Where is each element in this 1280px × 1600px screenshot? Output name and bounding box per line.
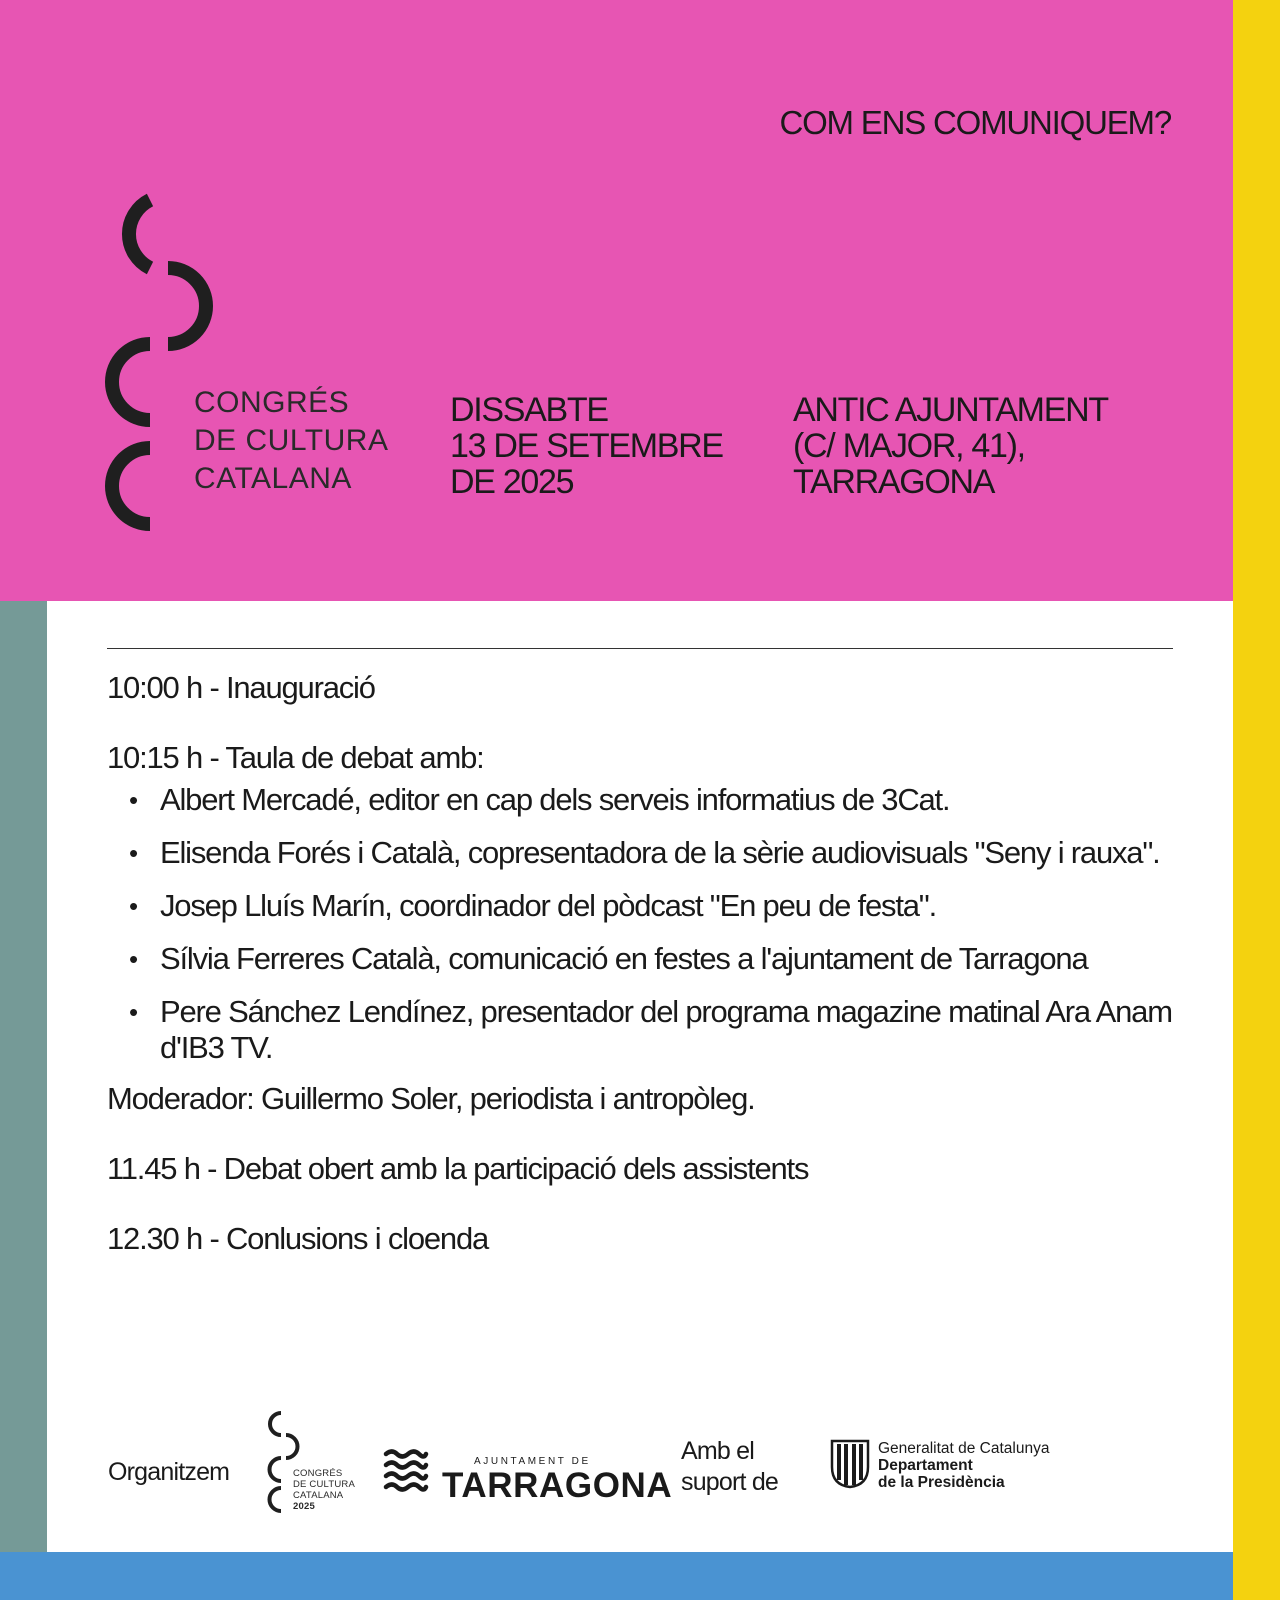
venue-line-1: ANTIC AJUNTAMENT — [793, 391, 1108, 429]
venue-line-2: (C/ MAJOR, 41), — [793, 427, 1025, 465]
date-line-1: DISSABTE — [450, 391, 608, 429]
left-accent-bar — [0, 601, 47, 1552]
program-schedule — [107, 668, 1177, 1257]
schedule-open-debate: 11.45 h - Debat obert amb la participació dels assistents — [107, 1151, 809, 1186]
small-logo-line: CONGRÉS — [293, 1468, 343, 1479]
tarragona-emblem-icon — [383, 1448, 429, 1492]
speaker-item: • Pere Sánchez Lendínez, presentador del programa magazine matinal Ara Anam d'IB3 TV. — [160, 994, 1177, 1066]
speaker-item: • Albert Mercadé, editor en cap dels serveis informatius de 3Cat. — [160, 782, 1177, 818]
schedule-closing: 12.30 h - Conlusions i cloenda — [107, 1221, 489, 1256]
logo-line-3: CATALANA — [194, 462, 352, 495]
generalitat-emblem-icon — [829, 1437, 871, 1489]
event-venue — [793, 392, 1108, 500]
speaker-list — [107, 782, 1177, 1066]
speaker-item: • Sílvia Ferreres Català, comunicació en festes a l'ajuntament de Tarragona — [160, 941, 1177, 977]
generalitat-text — [878, 1440, 1049, 1491]
tarragona-subtitle: AJUNTAMENT DE — [474, 1456, 591, 1467]
support-label — [681, 1436, 778, 1498]
support-line-1: Amb el — [681, 1437, 755, 1465]
congres-logo-text — [194, 384, 388, 498]
small-logo-year: 2025 — [293, 1501, 315, 1512]
schedule-moderator: Moderador: Guillermo Soler, periodista i antropòleg. — [107, 1081, 755, 1116]
schedule-inauguration: 10:00 h - Inauguració — [107, 670, 375, 705]
support-line-2: suport de — [681, 1468, 779, 1496]
generalitat-line-2: Departament — [878, 1457, 973, 1474]
logo-line-1: CONGRÉS — [194, 386, 350, 419]
organize-label: Organitzem — [108, 1458, 230, 1486]
event-date — [450, 392, 723, 500]
small-logo-line: CATALANA — [293, 1490, 344, 1501]
date-line-2: 13 DE SETEMBRE — [450, 427, 723, 465]
bottom-accent-bar — [0, 1552, 1233, 1600]
congres-small-logo-text — [293, 1468, 355, 1512]
generalitat-line-1: Generalitat de Catalunya — [878, 1440, 1050, 1457]
schedule-debate-intro: 10:15 h - Taula de debat amb: — [107, 740, 484, 775]
right-accent-bar — [1233, 0, 1280, 1600]
event-title: COM ENS COMUNIQUEM? — [779, 104, 1171, 141]
speaker-item: • Josep Lluís Marín, coordinador del pòdcast "En peu de festa". — [160, 888, 1177, 924]
program-divider — [107, 648, 1173, 649]
tarragona-name: TARRAGONA — [442, 1466, 673, 1505]
logo-line-2: DE CULTURA — [194, 424, 389, 457]
generalitat-line-3: de la Presidència — [878, 1474, 1005, 1491]
date-line-3: DE 2025 — [450, 463, 574, 501]
small-logo-line: DE CULTURA — [293, 1479, 355, 1490]
speaker-item: • Elisenda Forés i Català, copresentadora de la sèrie audiovisuals "Seny i rauxa". — [160, 835, 1177, 871]
venue-line-3: TARRAGONA — [793, 463, 995, 501]
